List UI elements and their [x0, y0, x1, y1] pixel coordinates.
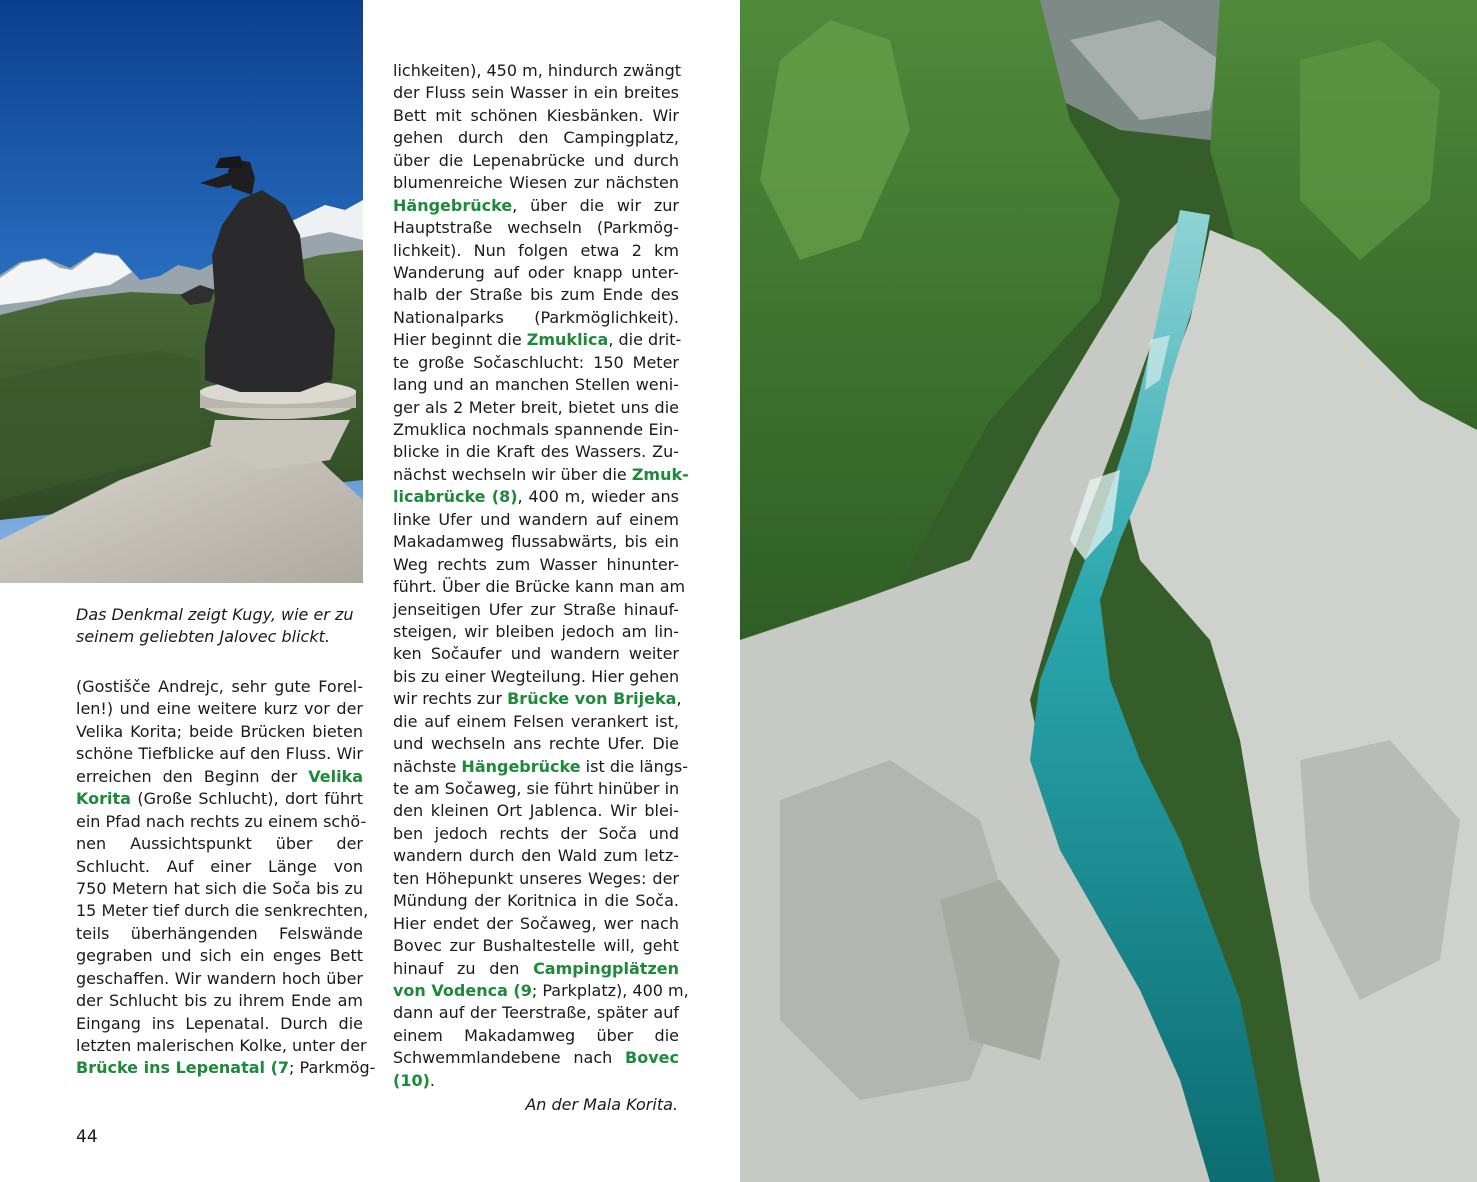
- text-segment: ein Pfad nach rechts zu einem schö-: [76, 811, 367, 831]
- text-line: [393, 868, 679, 890]
- highlighted-place-name: Hängebrücke: [461, 756, 581, 776]
- text-line: [393, 621, 679, 643]
- text-segment: jenseitigen Ufer zur Straße hinauf-: [393, 599, 679, 619]
- text-segment: ; Parkplatz), 400 m,: [531, 980, 689, 1000]
- text-line: [393, 531, 679, 553]
- paragraph: [76, 676, 376, 1080]
- highlighted-place-name: von Vodenca (9: [393, 980, 532, 1000]
- text-segment: linke Ufer und wandern auf einem: [393, 509, 679, 529]
- text-line: [76, 856, 363, 878]
- text-line: [393, 217, 679, 239]
- text-segment: wir rechts zur: [393, 689, 508, 709]
- text-line: [76, 743, 363, 765]
- text-segment: .: [429, 1070, 435, 1090]
- paragraph: [393, 60, 689, 1092]
- text-segment: lang und an manchen Stellen weni-: [393, 375, 679, 395]
- text-line: [393, 980, 689, 1002]
- text-segment: (Große Schlucht), dort führt: [130, 789, 363, 809]
- text-segment: Velika Korita; beide Brücken bieten: [76, 721, 363, 741]
- text-segment: ist die längs-: [580, 756, 689, 776]
- text-line: [76, 811, 367, 833]
- text-line: [393, 666, 679, 688]
- text-segment: Hier endet der Sočaweg, wer nach: [393, 913, 679, 933]
- text-segment: nächste: [393, 756, 462, 776]
- gorge-caption: An der Mala Korita.: [525, 1095, 678, 1114]
- text-line: [393, 643, 679, 665]
- text-line: [76, 1013, 363, 1035]
- gorge-photo: [740, 0, 1477, 1182]
- highlighted-place-name: Brücke von Brijeka: [507, 689, 677, 709]
- text-segment: Bovec zur Bushaltestelle will, geht: [393, 936, 679, 956]
- text-line: [393, 60, 679, 82]
- caption-line: Das Denkmal zeigt Kugy, wie er zu: [76, 605, 354, 624]
- text-segment: ger als 2 Meter breit, bietet uns die: [393, 397, 679, 417]
- text-segment: gegraben und sich ein enges Bett: [76, 946, 363, 966]
- highlighted-place-name: Hängebrücke: [393, 195, 513, 215]
- text-segment: gehen durch den Campingplatz,: [393, 128, 679, 148]
- text-segment: ken Sočaufer und wandern weiter: [393, 644, 679, 664]
- text-line: [393, 823, 679, 845]
- highlighted-place-name: (10): [393, 1070, 430, 1090]
- text-line: [393, 262, 679, 284]
- text-line: [393, 1002, 679, 1024]
- text-segment: und wechseln ans rechte Ufer. Die: [393, 734, 679, 754]
- text-line: [76, 766, 363, 788]
- text-segment: blicke in die Kraft des Wassers. Zu-: [393, 442, 679, 462]
- highlighted-place-name: Korita: [76, 789, 131, 809]
- text-line: [393, 958, 679, 980]
- text-line: [393, 913, 679, 935]
- text-segment: die auf einem Felsen verankert ist,: [393, 711, 679, 731]
- text-segment: einem Makadamweg über die: [393, 1025, 679, 1045]
- text-line: [393, 419, 679, 441]
- highlighted-place-name: Zmuklica: [526, 330, 609, 350]
- text-line: [393, 307, 679, 329]
- text-line: [393, 509, 679, 531]
- text-segment: ,: [676, 689, 682, 709]
- caption-line: seinem geliebten Jalovec blickt.: [76, 627, 330, 647]
- statue-caption: [76, 603, 366, 648]
- text-line: [76, 900, 369, 922]
- text-line: [393, 800, 679, 822]
- text-segment: den kleinen Ort Jablenca. Wir blei-: [393, 801, 679, 821]
- text-line: [393, 554, 679, 576]
- text-segment: wandern durch den Wald zum letz-: [393, 846, 679, 866]
- text-segment: Wanderung auf oder knapp unter-: [393, 262, 679, 282]
- text-line: [393, 195, 679, 217]
- text-segment: Eingang ins Lepenatal. Durch die: [76, 1013, 363, 1033]
- text-line: [393, 576, 686, 598]
- text-line: [393, 127, 679, 149]
- text-line: [393, 845, 679, 867]
- text-line: [76, 698, 363, 720]
- highlighted-place-name: Velika: [308, 766, 363, 786]
- text-line: [393, 486, 679, 508]
- text-segment: , die drit-: [608, 330, 682, 350]
- text-segment: te am Sočaweg, sie führt hinüber in: [393, 779, 680, 798]
- text-line: [76, 1057, 376, 1079]
- text-segment: dann auf der Teerstraße, später auf: [393, 1003, 679, 1023]
- text-line: [393, 329, 682, 351]
- highlighted-place-name: Brücke ins Lepenatal (7: [76, 1058, 290, 1078]
- text-line: [393, 441, 679, 463]
- text-line: [393, 82, 679, 104]
- text-segment: Mündung der Koritnica in die Soča.: [393, 891, 679, 911]
- text-line: [393, 240, 679, 262]
- text-line: [393, 711, 679, 733]
- text-segment: halb der Straße bis zum Ende des: [393, 285, 679, 305]
- text-column-left: [76, 676, 376, 1080]
- text-segment: steigen, wir bleiben jedoch am lin-: [393, 621, 679, 641]
- text-line: [76, 945, 363, 967]
- highlighted-place-name: Zmuk-: [631, 464, 689, 484]
- text-segment: , über die wir zur: [512, 195, 679, 215]
- text-line: [393, 352, 679, 374]
- text-segment: schöne Tiefblicke auf den Fluss. Wir: [76, 744, 363, 764]
- text-line: [393, 1025, 679, 1047]
- text-segment: ; Parkmög-: [289, 1058, 376, 1078]
- text-line: [393, 105, 679, 127]
- text-line: [393, 890, 679, 912]
- text-segment: Weg rechts zum Wasser hinunter-: [393, 554, 679, 574]
- text-segment: letzten malerischen Kolke, unter der: [76, 1036, 367, 1055]
- text-line: [393, 778, 679, 800]
- text-line: [393, 172, 679, 194]
- text-segment: 750 Metern hat sich die Soča bis zu: [76, 878, 363, 898]
- text-line: [393, 284, 679, 306]
- text-line: [393, 1047, 679, 1069]
- text-segment: über die Lepenabrücke und durch: [393, 150, 679, 170]
- text-segment: der Fluss sein Wasser in ein breites: [393, 83, 679, 103]
- text-line: [393, 464, 689, 486]
- text-line: [393, 935, 679, 957]
- page-number: 44: [76, 1127, 98, 1147]
- text-segment: erreichen den Beginn der: [76, 766, 309, 786]
- highlighted-place-name: Campingplätzen: [533, 958, 679, 978]
- text-segment: ten Höhepunkt unseres Weges: der: [393, 868, 679, 888]
- text-segment: Hauptstraße wechseln (Parkmög-: [393, 218, 679, 238]
- text-line: [393, 599, 679, 621]
- text-segment: te große Sočaschlucht: 150 Meter: [393, 352, 679, 372]
- text-column-middle: [393, 60, 689, 1092]
- highlighted-place-name: licabrücke (8): [393, 487, 518, 507]
- text-segment: (Gostišče Andrejc, sehr gute Forel-: [76, 677, 363, 696]
- text-segment: Zmuklica nochmals spannende Ein-: [393, 420, 679, 439]
- text-segment: bis zu einer Wegteilung. Hier gehen: [393, 666, 680, 686]
- highlighted-place-name: Bovec: [625, 1048, 679, 1068]
- text-segment: lichkeit). Nun folgen etwa 2 km: [393, 240, 679, 260]
- text-segment: , 400 m, wieder ans: [517, 487, 680, 507]
- text-line: [393, 756, 689, 778]
- text-line: [393, 150, 679, 172]
- text-segment: lichkeiten), 450 m, hindurch zwängt: [393, 61, 681, 80]
- text-segment: Schwemmlandebene nach: [393, 1048, 626, 1068]
- text-line: [393, 374, 679, 396]
- text-line: [393, 733, 679, 755]
- text-line: [393, 688, 682, 710]
- text-segment: geschaffen. Wir wandern hoch über: [76, 968, 363, 988]
- text-line: [76, 788, 363, 810]
- statue-photo: [0, 0, 363, 583]
- text-segment: Schlucht. Auf einer Länge von: [76, 856, 363, 876]
- text-segment: der Schlucht bis zu ihrem Ende am: [76, 991, 363, 1011]
- text-line: [76, 721, 363, 743]
- text-line: [76, 833, 363, 855]
- text-line: [76, 676, 363, 698]
- text-segment: hinauf zu den: [393, 958, 534, 978]
- text-line: [393, 397, 679, 419]
- text-segment: ben jedoch rechts der Soča und: [393, 823, 679, 843]
- text-line: [76, 968, 363, 990]
- text-line: [76, 878, 363, 900]
- text-segment: nächst wechseln wir über die: [393, 464, 632, 484]
- text-segment: nen Aussichtspunkt über der: [76, 834, 363, 854]
- text-segment: len!) und eine weitere kurz vor der: [76, 699, 363, 719]
- text-segment: Nationalparks (Parkmöglichkeit).: [393, 307, 679, 327]
- text-line: [76, 923, 363, 945]
- text-line: [393, 1070, 679, 1092]
- text-segment: führt. Über die Brücke kann man am: [393, 577, 686, 597]
- text-segment: Makadamweg flussabwärts, bis ein: [393, 532, 679, 552]
- text-segment: teils überhängenden Felswände: [76, 923, 363, 943]
- text-line: [76, 990, 363, 1012]
- text-line: [76, 1035, 367, 1057]
- text-segment: 15 Meter tief durch die senkrechten,: [76, 901, 369, 921]
- text-segment: blumenreiche Wiesen zur nächsten: [393, 173, 679, 193]
- text-segment: Hier beginnt die: [393, 330, 527, 350]
- text-segment: Bett mit schönen Kiesbänken. Wir: [393, 105, 679, 125]
